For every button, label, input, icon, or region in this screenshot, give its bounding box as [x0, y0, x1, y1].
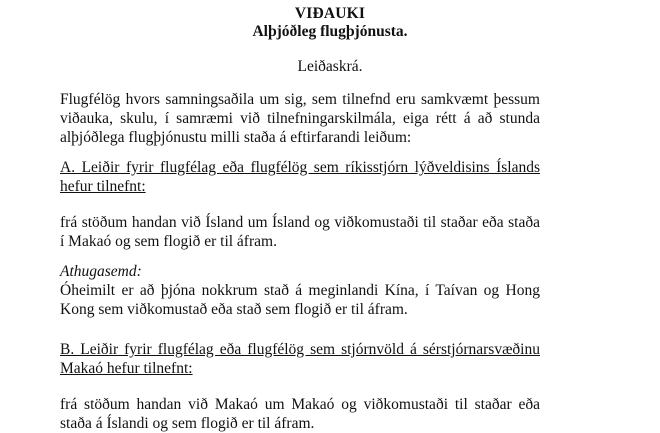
- section-a-note-label: Athugasemd:: [60, 263, 142, 280]
- section-a-note-text: Óheimilt er að þjóna nokkrum stað á meginlandi Kína, í Taívan og Hong Kong sem viðkomustað eða stað sem flogið er til áfram.: [60, 282, 540, 318]
- document-subtitle: Alþjóðleg flugþjónusta.: [252, 23, 408, 40]
- section-a-heading: A. Leiðir fyrir flugfélag eða flugfélög sem ríkisstjórn lýðveldisins Íslands hefur tilnefnt:: [60, 159, 540, 195]
- intro-paragraph: Flugfélög hvors samningsaðila um sig, sem tilnefnd eru samkvæmt þessum viðauka, skulu, í samræmi við tilnefningarskilmála, eiga rétt á að stunda alþjóðlega flugþjónustu milli staða á eftirfarandi leiðum:: [60, 91, 540, 146]
- section-heading: Leiðaskrá.: [297, 58, 363, 75]
- section-b-text: frá stöðum handan við Makaó um Makaó og viðkomustaði til staðar eða staða á Íslandi og sem flogið er til áfram.: [60, 396, 540, 432]
- section-b-heading: B. Leiðir fyrir flugfélag eða flugfélög sem stjórnvöld á sérstjórnarsvæðinu Makaó hefur tilnefnt:: [60, 341, 540, 377]
- document-title: VIÐAUKI: [294, 5, 366, 22]
- section-a-text: frá stöðum handan við Ísland um Ísland og viðkomustaði til staðar eða staða í Makaó og sem flogið er til áfram.: [60, 214, 540, 250]
